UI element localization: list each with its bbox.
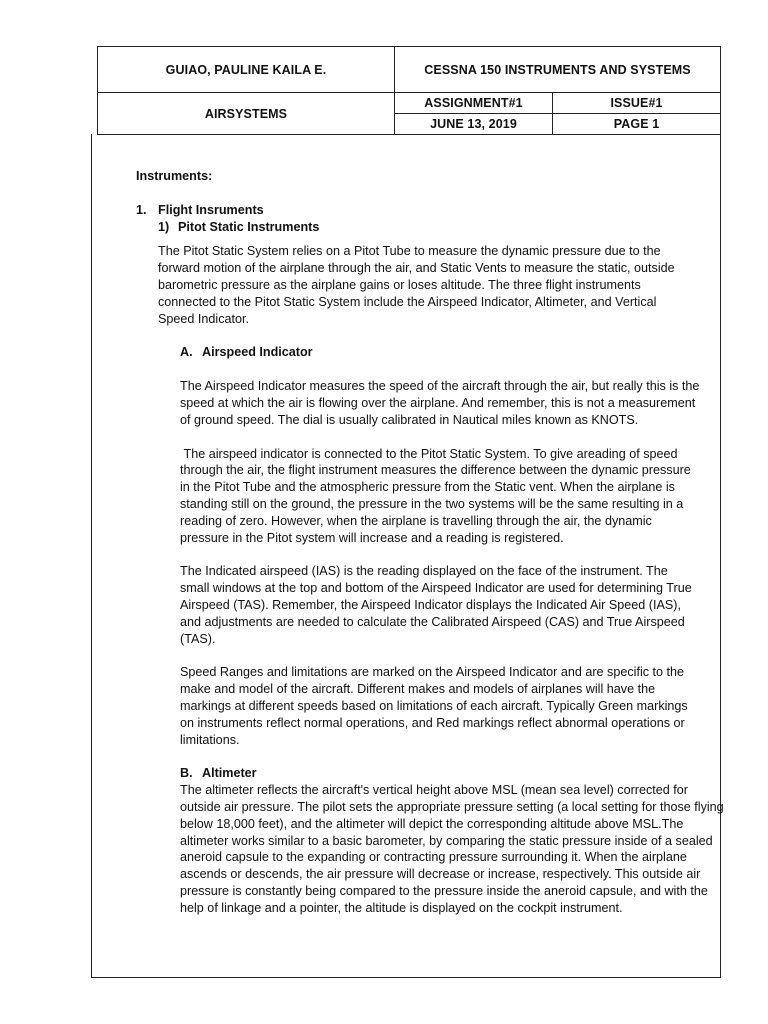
assignment-label: ASSIGNMENT#1 xyxy=(395,93,553,114)
document-content xyxy=(136,168,722,916)
document-header-table xyxy=(97,46,721,135)
airspeed-paragraph-2: The airspeed indicator is connected to the Pitot Static System. To give areading of speed through the air, the flight instrument measures the difference between the dynamic pressure in the Pitot Tube and the atmospheric pressure from the Static vent. When the airplane is standing still on the ground, the pressure in the two systems will be the same resulting in a reading of zero. However, when the airplane is travelling through the air, the dynamic pressure in the Pitot system will increase and a reading is registered. xyxy=(180,446,695,545)
flight-heading-number: 1. xyxy=(136,202,147,217)
page-label: PAGE 1 xyxy=(553,114,721,135)
pitot-heading-number: 1) xyxy=(158,219,170,234)
airspeed-heading-text: Airspeed Indicator xyxy=(202,345,313,360)
pitot-static-heading xyxy=(158,219,722,236)
airspeed-heading xyxy=(180,344,722,361)
airspeed-paragraph-1: The Airspeed Indicator measures the speed of the aircraft through the air, but really this is the speed at which the air is flowing over the airplane. And remember, this is not a measurement of ground speed. The dial is usually calibrated in Nautical miles known as KNOTS. xyxy=(180,379,700,427)
altimeter-heading-text: Altimeter xyxy=(202,766,257,781)
airspeed-paragraph-3: The Indicated airspeed (IAS) is the reading displayed on the face of the instrument. The small windows at the top and bottom of the Airspeed Indicator are used for determining True Airspeed (TAS). Remember, the Airspeed Indicator displays the Indicated Air Speed (IAS), and adjustments are needed to calculate the Calibrated Airspeed (CAS) and True Airspeed (TAS). xyxy=(180,564,692,646)
pitot-intro-paragraph: The Pitot Static System relies on a Pitot Tube to measure the dynamic pressure due to the forward motion of the airplane through the air, and Static Vents to measure the static, outside barometric pressure as the airplane gains or loses altitude. The three flight instruments connected to the Pitot Static System include the Airspeed Indicator, Altimeter, and Vertical Speed Indicator. xyxy=(158,244,675,326)
document-title: CESSNA 150 INSTRUMENTS AND SYSTEMS xyxy=(395,47,721,93)
issue-label: ISSUE#1 xyxy=(553,93,721,114)
section-title: Instruments: xyxy=(136,169,213,183)
flight-heading-text: Flight Insruments xyxy=(158,202,264,217)
author-name: GUIAO, PAULINE KAILA E. xyxy=(98,47,395,93)
department-name: AIRSYSTEMS xyxy=(98,93,395,135)
date-label: JUNE 13, 2019 xyxy=(395,114,553,135)
altimeter-heading xyxy=(180,765,722,782)
altimeter-paragraph-1: The altimeter reflects the aircraft's vertical height above MSL (mean sea level) corrected for outside air pressure. The pilot sets the appropriate pressure setting (a local setting for those flying below 18,000 feet), and the altimeter will depict the corresponding altitude above MSL.The altimeter works similar to a basic barometer, by comparing the static pressure inside of a sealed aneroid capsule to the expanding or contracting pressure surrounding it. When the airplane ascends or descends, the air pressure will decrease or increase, respectively. This outside air pressure is constantly being compared to the pressure inside the aneroid capsule, and with the help of linkage and a pointer, the altitude is displayed on the cockpit instrument. xyxy=(180,783,724,915)
altimeter-heading-number: B. xyxy=(180,766,193,781)
flight-instruments-heading xyxy=(136,202,722,219)
airspeed-heading-number: A. xyxy=(180,345,193,360)
pitot-heading-text: Pitot Static Instruments xyxy=(178,219,320,234)
airspeed-paragraph-4: Speed Ranges and limitations are marked on the Airspeed Indicator and are specific to the make and model of the aircraft. Different makes and models of airplanes will have the markings at different speeds based on limitations of each aircraft. Typically Green markings on instruments reflect normal operations, and Red markings reflect abnormal operations or limitations. xyxy=(180,665,688,747)
